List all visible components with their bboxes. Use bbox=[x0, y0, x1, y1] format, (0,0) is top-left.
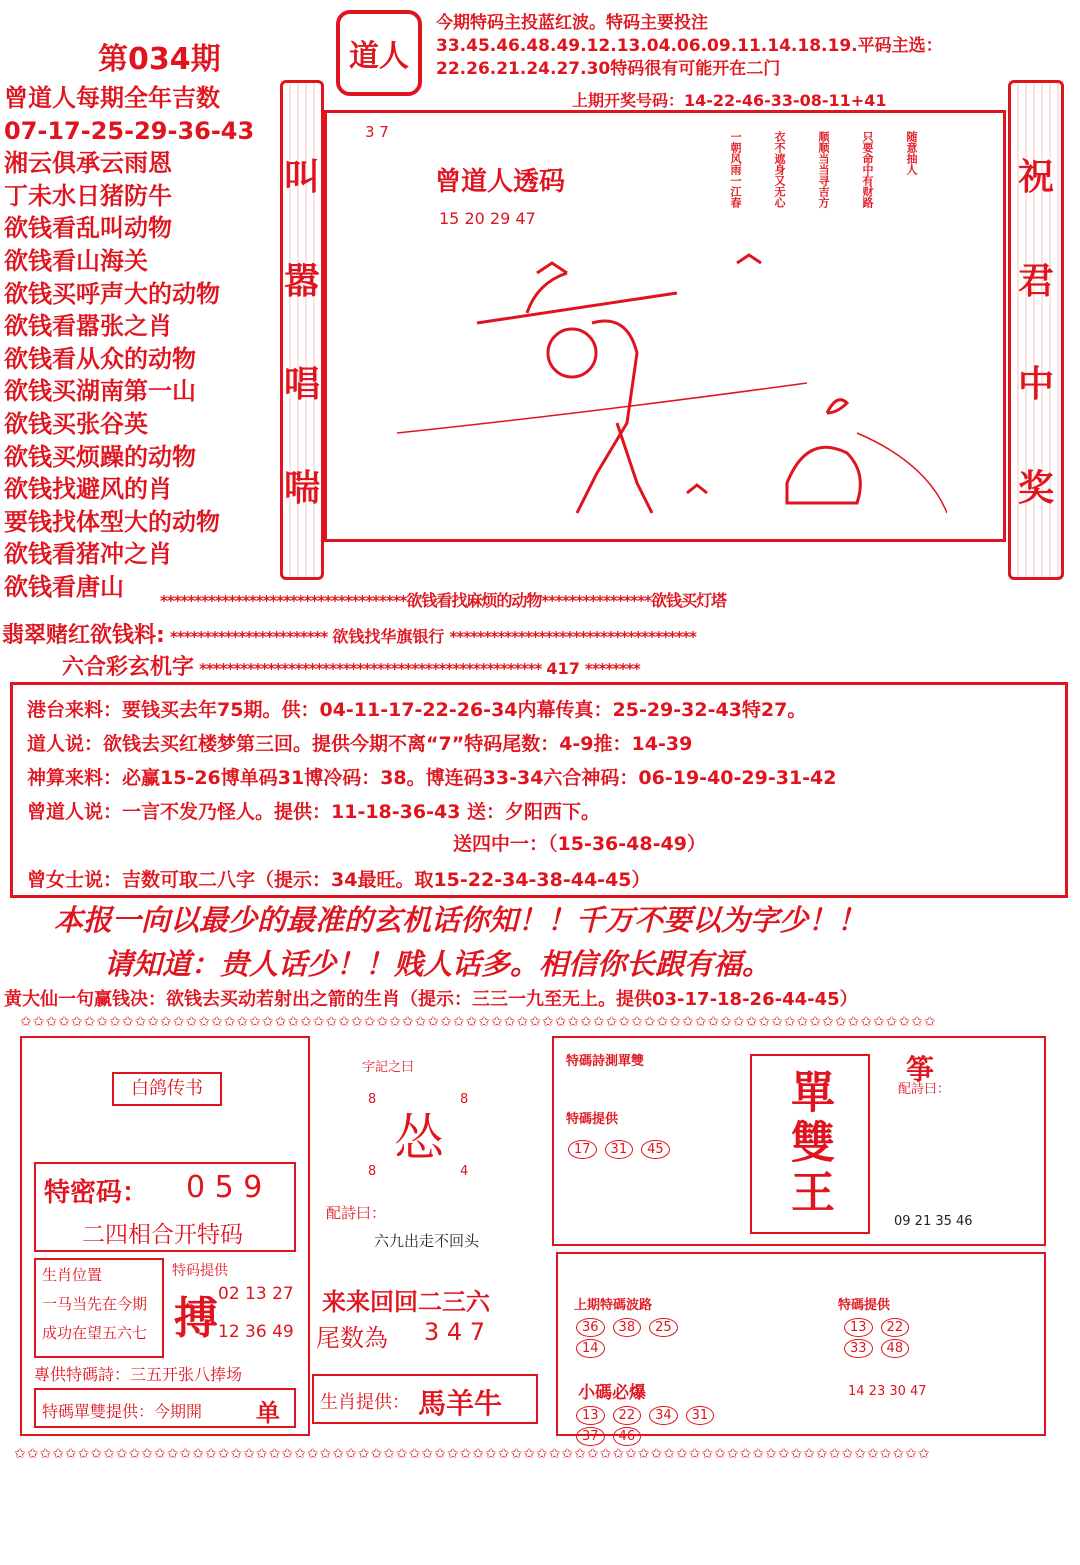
info-line-3: 神算来料：必赢15-26博单码31博冷码：38。博连码33-34六合神码：06-19-40-29-31-42 bbox=[27, 767, 837, 789]
info-line-6: 曾女士说：吉数可取二八字（提示：34最旺。取15-22-34-38-44-45） bbox=[27, 869, 651, 891]
illustration-verse-columns bbox=[727, 131, 919, 208]
left-riddle-line: 欲钱看从众的动物 bbox=[4, 344, 196, 373]
illustration-numbers: 15 20 29 47 bbox=[439, 209, 536, 228]
wave-left-label: 上期特碼波路 bbox=[574, 1298, 653, 1313]
riddle-hint-1: 欲钱看找麻烦的动物 bbox=[406, 591, 542, 610]
wave-right-label: 特碼提供 bbox=[838, 1298, 891, 1313]
sd-big-title: 單雙王 bbox=[750, 1054, 870, 1234]
pigeon-title: 白鸽传书 bbox=[112, 1072, 222, 1106]
logo bbox=[336, 10, 422, 96]
left-scroll-char: 喘 bbox=[283, 467, 320, 509]
special-code-box bbox=[34, 1162, 296, 1252]
special-code-value: 0 5 9 bbox=[186, 1170, 263, 1205]
wave-circle: 25 bbox=[649, 1318, 678, 1337]
left-riddle-line: 欲钱看唐山 bbox=[4, 572, 124, 601]
last-draw-numbers: 上期开奖号码：14-22-46-33-08-11+41 bbox=[572, 91, 887, 110]
zodiac-provide-label: 生肖提供： bbox=[320, 1392, 410, 1413]
verse-column: 一朝风雨一江春 bbox=[729, 131, 742, 208]
panel-pigeon bbox=[20, 1036, 310, 1436]
feicui-label: 翡翠赌红欲钱料: bbox=[2, 623, 165, 648]
character-header: 字記之曰 bbox=[362, 1060, 415, 1075]
wave-right-circle: 48 bbox=[881, 1339, 910, 1358]
wave-circle: 14 bbox=[576, 1339, 605, 1358]
sd-provide-nums bbox=[568, 1138, 678, 1159]
info-line-2: 道人说：欲钱去买红楼梦第三回。提供今期不离“7”特码尾数：4-9推：14-39 bbox=[27, 733, 693, 755]
wave-right-circles bbox=[844, 1316, 934, 1358]
left-riddle-line: 丁未水日猪防牛 bbox=[4, 181, 172, 210]
feicui-hint: 欲钱找华旗银行 bbox=[332, 627, 445, 646]
tail-value: 3 4 7 bbox=[424, 1318, 486, 1346]
small-code-circle: 13 bbox=[576, 1406, 605, 1425]
poem-label: 配詩曰： bbox=[326, 1204, 387, 1222]
left-riddle-line: 欲钱买烦躁的动物 bbox=[4, 442, 196, 471]
bo-char: 搏 bbox=[174, 1293, 218, 1344]
panel-character bbox=[312, 1036, 542, 1436]
big-character: 怂 bbox=[394, 1109, 444, 1167]
right-scroll-char: 中 bbox=[1017, 364, 1054, 406]
left-riddle-line: 曾道人每期全年吉数 bbox=[4, 84, 220, 112]
left-riddle-line: 欲钱买张谷英 bbox=[4, 409, 148, 438]
left-riddle-line: 欲钱找避风的肖 bbox=[4, 475, 172, 504]
top-prediction-text: 今期特码主投蓝红波。特码主要投注33.45.46.48.49.12.13.04.06.09.11.14.18.19.平码主选：22.26.21.24.27.30特码很有可能开在二门 bbox=[436, 13, 943, 79]
wave-right-circle: 33 bbox=[844, 1339, 873, 1358]
left-riddle-column bbox=[4, 82, 279, 604]
liuhe-mid: 417 bbox=[546, 659, 580, 678]
feicui-row: 翡翠赌红欲钱料: *********************** 欲钱找华旗银行 ************************************ bbox=[2, 623, 696, 648]
special-code-sub: 二四相合开特码 bbox=[82, 1222, 243, 1248]
corner-num-1: 8 bbox=[368, 1092, 377, 1107]
right-scroll-char: 奖 bbox=[1017, 467, 1054, 509]
sd-num: 31 bbox=[605, 1140, 634, 1159]
huang-line: 黄大仙一句赢钱决：欲钱去买动若射出之箭的生肖（提示：三三一九至无上。提供03-17-18-26-44-45） bbox=[4, 989, 858, 1010]
sd-num: 45 bbox=[641, 1140, 670, 1159]
left-scroll-rod bbox=[280, 80, 324, 580]
sd-right-nums: 09 21 35 46 bbox=[894, 1214, 973, 1229]
special-poem: 專供特碼詩：三五开张八捧场 bbox=[34, 1365, 243, 1384]
illustration-title: 曾道人透码 bbox=[435, 167, 566, 197]
sd-right-label: 配詩曰： bbox=[898, 1082, 951, 1097]
verse-column: 只要命中有财路 bbox=[861, 131, 874, 208]
verse-column: 顺顺当当寻吉方 bbox=[817, 131, 830, 208]
provide-title: 特码提供 bbox=[172, 1263, 228, 1279]
info-line-4: 曾道人说：一言不发乃怪人。提供：11-18-36-43 送：夕阳西下。 bbox=[27, 801, 601, 823]
small-code-circle: 31 bbox=[686, 1406, 715, 1425]
verse-column: 衣不遮身又无心 bbox=[773, 131, 786, 208]
left-riddle-line: 欲钱买湖南第一山 bbox=[4, 377, 196, 406]
wave-right-circle: 13 bbox=[844, 1318, 873, 1337]
sd-right-char: 筝 bbox=[906, 1053, 935, 1086]
wave-bottom-nums: 14 23 30 47 bbox=[848, 1384, 927, 1399]
left-riddle-line: 欲钱看猪冲之肖 bbox=[4, 540, 172, 569]
illustration-corner-numbers: 3 7 bbox=[365, 123, 389, 141]
single-double-box bbox=[34, 1388, 296, 1428]
riddle-hint-2: 欲钱买灯塔 bbox=[650, 591, 726, 610]
sd-title: 特碼詩測單雙 bbox=[566, 1054, 645, 1069]
wave-circle: 36 bbox=[576, 1318, 605, 1337]
special-code-label: 特密码： bbox=[44, 1178, 149, 1208]
provide-nums-2: 12 36 49 bbox=[218, 1322, 294, 1342]
left-scroll-char: 嚣 bbox=[283, 260, 320, 302]
logo-text: 道人 bbox=[349, 39, 409, 74]
corner-num-4: 4 bbox=[460, 1164, 469, 1179]
panel-single-double-king bbox=[552, 1036, 1046, 1246]
zodiac-position-title: 生肖位置 bbox=[42, 1266, 103, 1284]
small-code-circle: 37 bbox=[576, 1427, 605, 1446]
panel-wave-codes bbox=[556, 1252, 1046, 1444]
info-box bbox=[10, 682, 1068, 898]
corner-num-3: 8 bbox=[368, 1164, 377, 1179]
wave-circle: 38 bbox=[613, 1318, 642, 1337]
sd-provide-label: 特碼提供 bbox=[566, 1112, 619, 1127]
slogan-2: 请知道：贵人话少！！贱人话多。相信你长跟有福。 bbox=[104, 947, 772, 981]
left-scroll-char: 叫 bbox=[283, 157, 320, 199]
verse-column: 随意抽人 bbox=[905, 131, 918, 175]
zodiac-line-1: 一马当先在今期 bbox=[42, 1295, 148, 1313]
single-double-label: 特碼單雙提供：今期開 bbox=[42, 1402, 203, 1421]
slogan-1: 本报一向以最少的最准的玄机话你知！！千万不要以为字少！！ bbox=[54, 903, 867, 937]
right-scroll-char: 君 bbox=[1017, 260, 1054, 302]
left-riddle-line: 湘云俱承云雨恩 bbox=[4, 149, 172, 178]
single-double-value: 单 bbox=[256, 1399, 280, 1427]
wave-left-circles bbox=[576, 1316, 696, 1358]
zodiac-line-2: 成功在望五六七 bbox=[42, 1324, 148, 1342]
zodiac-position-box bbox=[34, 1258, 164, 1358]
illustration-panel bbox=[324, 110, 1006, 542]
laihui-text: 来来回回二三六 bbox=[322, 1288, 490, 1316]
left-scroll bbox=[280, 80, 324, 580]
star-border-top: ✩✩✩✩✩✩✩✩✩✩✩✩✩✩✩✩✩✩✩✩✩✩✩✩✩✩✩✩✩✩✩✩✩✩✩✩✩✩✩✩✩✩✩✩✩✩✩✩✩✩✩✩✩✩✩✩✩✩✩✩✩✩✩✩✩✩✩✩✩✩✩✩ bbox=[20, 1014, 937, 1030]
right-scroll bbox=[1008, 80, 1064, 580]
liuhe-row: 六合彩玄机字 ************************************************** 417 ******** bbox=[62, 655, 640, 680]
star-border-bottom: ✩✩✩✩✩✩✩✩✩✩✩✩✩✩✩✩✩✩✩✩✩✩✩✩✩✩✩✩✩✩✩✩✩✩✩✩✩✩✩✩✩✩✩✩✩✩✩✩✩✩✩✩✩✩✩✩✩✩✩✩✩✩✩✩✩✩✩✩✩✩✩✩ bbox=[14, 1446, 931, 1462]
poem-text: 六九出走不回头 bbox=[374, 1232, 480, 1250]
liuhe-label: 六合彩玄机字 bbox=[62, 655, 195, 680]
corner-num-2: 8 bbox=[460, 1092, 469, 1107]
left-riddle-line: 07-17-25-29-36-43 bbox=[4, 116, 255, 145]
right-scroll-rod bbox=[1008, 80, 1064, 580]
zodiac-provide-box bbox=[312, 1374, 538, 1424]
left-riddle-line: 欲钱看乱叫动物 bbox=[4, 214, 172, 243]
farmer-illustration bbox=[387, 233, 947, 523]
small-code-label: 小碼必爆 bbox=[578, 1383, 646, 1403]
small-code-circle: 22 bbox=[613, 1406, 642, 1425]
sd-num: 17 bbox=[568, 1140, 597, 1159]
small-code-circle: 34 bbox=[649, 1406, 678, 1425]
right-scroll-char: 祝 bbox=[1017, 157, 1054, 199]
left-riddle-line: 欲钱看山海关 bbox=[4, 246, 148, 275]
star-divider-1: ************************************欲钱看找麻烦的动物****************欲钱买灯塔 bbox=[160, 591, 726, 610]
small-code-circles bbox=[576, 1404, 756, 1446]
left-riddle-line: 欲钱买呼声大的动物 bbox=[4, 279, 220, 308]
wave-right-circle: 22 bbox=[881, 1318, 910, 1337]
tail-label: 尾数為 bbox=[316, 1324, 388, 1352]
left-riddle-line: 欲钱看嚣张之肖 bbox=[4, 312, 172, 341]
provide-nums-1: 02 13 27 bbox=[218, 1284, 294, 1304]
left-riddle-line: 要钱找体型大的动物 bbox=[4, 507, 220, 536]
left-scroll-char: 唱 bbox=[283, 364, 320, 406]
issue-number: 第034期 bbox=[98, 42, 221, 77]
zodiac-provide-value: 馬羊牛 bbox=[418, 1387, 503, 1420]
info-line-1: 港台来料：要钱买去年75期。供：04-11-17-22-26-34内幕传真：25-29-32-43特27。 bbox=[27, 699, 807, 721]
small-code-circle: 46 bbox=[613, 1427, 642, 1446]
info-line-5: 送四中一：（15-36-48-49） bbox=[453, 833, 706, 855]
